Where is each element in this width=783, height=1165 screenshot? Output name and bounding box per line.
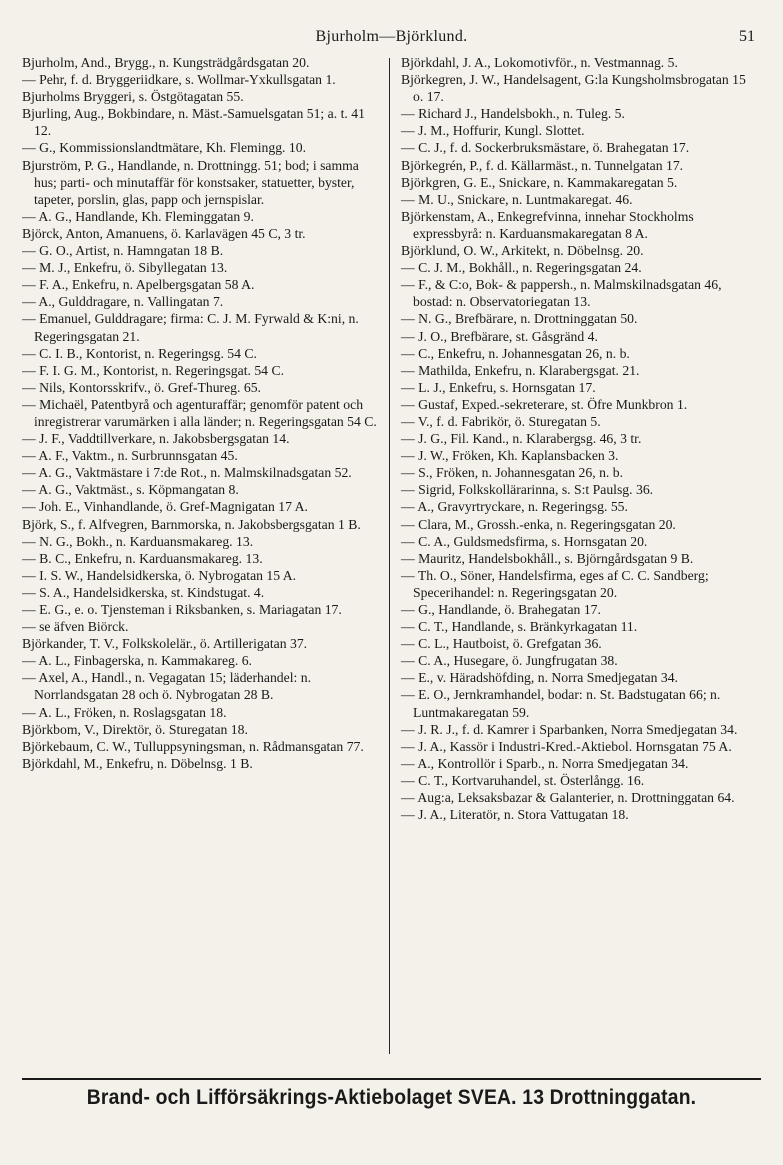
directory-entry: Björkenstam, A., Enkegrefvinna, innehar Stockholms expressbyrå: n. Karduansmakaregatan 8 A. bbox=[401, 208, 694, 241]
directory-entry: Björkbom, V., Direktör, ö. Sturegatan 18. bbox=[22, 721, 248, 737]
directory-entry: — G., Handlande, ö. Brahegatan 17. bbox=[401, 602, 601, 617]
directory-entry: — M. J., Enkefru, ö. Sibyllegatan 13. bbox=[22, 260, 228, 276]
directory-entry: — C. T., Kortvaruhandel, st. Österlångg. 16. bbox=[401, 772, 645, 788]
directory-entry: — E., v. Häradshöfding, n. Norra Smedjegatan 34. bbox=[401, 670, 678, 686]
directory-columns bbox=[22, 54, 761, 1054]
directory-entry: — A. L., Fröken, n. Roslagsgatan 18. bbox=[22, 704, 227, 720]
advertisement-text: Brand- och Lifförsäkrings-Aktiebolaget SVEA. 13 Drottninggatan. bbox=[86, 1086, 697, 1109]
directory-entry: — V., f. d. Fabrikör, ö. Sturegatan 5. bbox=[401, 413, 601, 429]
directory-entry: Björk, S., f. Alfvegren, Barnmorska, n. Jakobsbergsgatan 1 B. bbox=[22, 516, 361, 532]
right-column bbox=[392, 54, 757, 1054]
directory-entry: — C. L., Hautboist, ö. Grefgatan 36. bbox=[401, 636, 602, 652]
directory-entry: Björkdahl, J. A., Lokomotivför., n. Vestmannag. 5. bbox=[401, 55, 678, 70]
directory-entry: — J. A., Kassör i Industri-Kred.-Aktiebol. Hornsgatan 75 A. bbox=[401, 738, 732, 754]
running-head: Bjurholm—Björklund. bbox=[315, 28, 468, 45]
directory-entry: — I. S. W., Handelsidkerska, ö. Nybrogatan 15 A. bbox=[22, 567, 297, 583]
directory-entry: — Th. O., Söner, Handelsfirma, eges af C. C. Sandberg; Specerihandel: n. Regeringsgatan 20. bbox=[401, 567, 709, 600]
directory-entry: — C. A., Guldsmedsfirma, s. Hornsgatan 20. bbox=[401, 533, 648, 549]
directory-entry: Björkander, T. V., Folkskolelär., ö. Artillerigatan 37. bbox=[22, 636, 308, 652]
column-divider bbox=[389, 58, 390, 1054]
directory-entry: — J. F., Vaddtillverkare, n. Jakobsbergsgatan 14. bbox=[22, 431, 290, 447]
directory-entry: — A. G., Handlande, Kh. Fleminggatan 9. bbox=[22, 208, 254, 224]
directory-entry: — J. O., Brefbärare, st. Gåsgränd 4. bbox=[401, 328, 598, 344]
directory-entry: — F. A., Enkefru, n. Apelbergsgatan 58 A. bbox=[22, 277, 255, 293]
directory-entry: — A., Gravyrtryckare, n. Regeringsg. 55. bbox=[401, 499, 628, 515]
page-number: 51 bbox=[739, 28, 755, 45]
directory-entry: — Richard J., Handelsbokh., n. Tuleg. 5. bbox=[401, 106, 625, 122]
directory-entry: — Gustaf, Exped.-sekreterare, st. Öfre Munkbron 1. bbox=[401, 396, 688, 412]
directory-entry: — J. A., Literatör, n. Stora Vattugatan 18. bbox=[401, 807, 629, 823]
directory-entry: — Clara, M., Grossh.-enka, n. Regeringsgatan 20. bbox=[401, 516, 676, 532]
directory-entry: — A., Kontrollör i Sparb., n. Norra Smedjegatan 34. bbox=[401, 755, 689, 771]
directory-entry: — S., Fröken, n. Johannesgatan 26, n. b. bbox=[401, 465, 624, 481]
directory-entry: Björkdahl, M., Enkefru, n. Döbelnsg. 1 B. bbox=[22, 755, 253, 771]
directory-entry: — Michaël, Patentbyrå och agenturaffär; genomför patent och inregistrerar varumärken i alla länder; n. Regeringsgatan 54 C. bbox=[22, 396, 377, 429]
directory-entry: Bjurling, Aug., Bokbindare, n. Mäst.-Samuelsgatan 51; a. t. 41 12. bbox=[22, 106, 365, 139]
directory-entry: — A. G., Vaktmästare i 7:de Rot., n. Malmskilnadsgatan 52. bbox=[22, 465, 352, 481]
directory-entry: — Joh. E., Vinhandlande, ö. Gref-Magnigatan 17 A. bbox=[22, 499, 308, 515]
directory-entry: — C. J., f. d. Sockerbruksmästare, ö. Brahegatan 17. bbox=[401, 140, 690, 156]
directory-entry: Björkebaum, C. W., Tulluppsyningsman, n. Rådmansgatan 77. bbox=[22, 738, 364, 754]
directory-entry: — C., Enkefru, n. Johannesgatan 26, n. b. bbox=[401, 345, 630, 361]
directory-entry: — A. F., Vaktm., n. Surbrunnsgatan 45. bbox=[22, 448, 238, 464]
directory-entry: — J. R. J., f. d. Kamrer i Sparbanken, Norra Smedjegatan 34. bbox=[401, 721, 738, 737]
directory-entry: — L. J., Enkefru, s. Hornsgatan 17. bbox=[401, 379, 596, 395]
directory-entry: — Nils, Kontorsskrifv., ö. Gref-Thureg. 65. bbox=[22, 379, 261, 395]
directory-entry: — N. G., Brefbärare, n. Drottninggatan 50. bbox=[401, 311, 638, 327]
directory-entry: — se äfven Biörck. bbox=[22, 619, 129, 635]
directory-entry: — Emanuel, Gulddragare; firma: C. J. M. Fyrwald & K:ni, n. Regeringsgatan 21. bbox=[22, 311, 359, 344]
directory-entry: Björck, Anton, Amanuens, ö. Karlavägen 45 C, 3 tr. bbox=[22, 225, 306, 241]
directory-entry: — J. W., Fröken, Kh. Kaplansbacken 3. bbox=[401, 448, 619, 464]
footer-advertisement bbox=[22, 1078, 761, 1110]
directory-entry: — C. A., Husegare, ö. Jungfrugatan 38. bbox=[401, 653, 618, 669]
directory-entry: — E. O., Jernkramhandel, bodar: n. St. Badstugatan 66; n. Luntmakaregatan 59. bbox=[401, 687, 721, 720]
directory-entry: — N. G., Bokh., n. Karduansmakareg. 13. bbox=[22, 533, 254, 549]
directory-entry: Bjurholm, And., Brygg., n. Kungsträdgårdsgatan 20. bbox=[22, 55, 310, 70]
directory-entry: — Mauritz, Handelsbokhåll., s. Björngårdsgatan 9 B. bbox=[401, 550, 694, 566]
directory-entry: — B. C., Enkefru, n. Karduansmakareg. 13. bbox=[22, 550, 263, 566]
directory-entry: — M. U., Snickare, n. Luntmakaregat. 46. bbox=[401, 191, 633, 207]
directory-entry: Björklund, O. W., Arkitekt, n. Döbelnsg. 20. bbox=[401, 243, 644, 259]
directory-entry: — S. A., Handelsidkerska, st. Kindstugat. 4. bbox=[22, 584, 265, 600]
directory-entry: — G., Kommissionslandtmätare, Kh. Flemingg. 10. bbox=[22, 140, 306, 156]
directory-entry: — Aug:a, Leksaksbazar & Galanterier, n. Drottninggatan 64. bbox=[401, 790, 735, 806]
directory-entry: Björkgren, G. E., Snickare, n. Kammakaregatan 5. bbox=[401, 174, 678, 190]
directory-entry: — C. J. M., Bokhåll., n. Regeringsgatan 24. bbox=[401, 260, 642, 276]
directory-entry: — Mathilda, Enkefru, n. Klarabergsgat. 21. bbox=[401, 362, 640, 378]
directory-entry: — A. L., Finbagerska, n. Kammakareg. 6. bbox=[22, 653, 252, 669]
directory-entry: — J. M., Hoffurir, Kungl. Slottet. bbox=[401, 123, 585, 139]
directory-entry: Bjurström, P. G., Handlande, n. Drottningg. 51; bod; i samma hus; parti- och minutaffär för konstsaker, statuetter, byster, tapeter, porslin, glas, papp och jernspislar. bbox=[22, 157, 359, 207]
directory-entry: Björkegren, J. W., Handelsagent, G:la Kungsholmsbrogatan 15 o. 17. bbox=[401, 72, 746, 105]
footer-rule bbox=[22, 1078, 761, 1080]
directory-entry: — G. O., Artist, n. Hamngatan 18 B. bbox=[22, 243, 224, 259]
page-header bbox=[22, 28, 761, 54]
directory-entry: — J. G., Fil. Kand., n. Klarabergsg. 46, 3 tr. bbox=[401, 431, 642, 447]
directory-entry: — E. G., e. o. Tjensteman i Riksbanken, s. Mariagatan 17. bbox=[22, 602, 342, 617]
directory-entry: — C. I. B., Kontorist, n. Regeringsg. 54 C. bbox=[22, 345, 257, 361]
directory-entry: — A., Gulddragare, n. Vallingatan 7. bbox=[22, 294, 224, 310]
directory-entry: — F., & C:o, Bok- & pappersh., n. Malmskilnadsgatan 46, bostad: n. Observatoriegatan 13. bbox=[401, 277, 722, 310]
directory-entry: — C. T., Handlande, s. Bränkyrkagatan 11. bbox=[401, 619, 638, 635]
directory-entry: — Axel, A., Handl., n. Vegagatan 15; läderhandel: n. Norrlandsgatan 28 och ö. Nybrogatan 28 B. bbox=[22, 670, 312, 703]
directory-entry: Bjurholms Bryggeri, s. Östgötagatan 55. bbox=[22, 89, 244, 105]
directory-entry: — Pehr, f. d. Bryggeriidkare, s. Wollmar-Yxkullsgatan 1. bbox=[22, 72, 336, 88]
directory-entry: Björkegrén, P., f. d. Källarmäst., n. Tunnelgatan 17. bbox=[401, 157, 684, 173]
directory-entry: — Sigrid, Folkskollärarinna, s. S:t Paulsg. 36. bbox=[401, 482, 654, 498]
left-column bbox=[22, 54, 387, 1054]
directory-entry: — A. G., Vaktmäst., s. Köpmangatan 8. bbox=[22, 482, 239, 498]
directory-entry: — F. I. G. M., Kontorist, n. Regeringsgat. 54 C. bbox=[22, 362, 284, 378]
